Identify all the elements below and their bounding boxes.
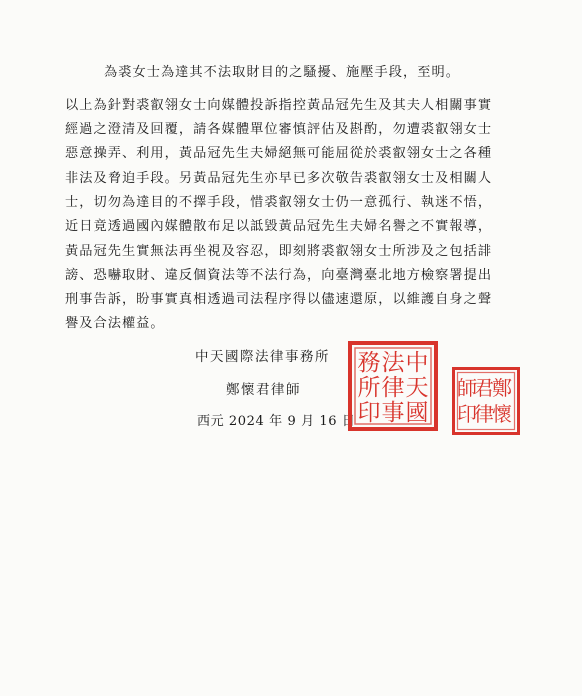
paragraph-line: 非法及脅迫手段。另黃品冠先生亦早已多次敬告裘叡翎女士及相關人 xyxy=(65,171,493,186)
opening-line: 為裘女士為達其不法取財目的之騷擾、施壓手段，至明。 xyxy=(104,65,460,80)
paragraph-line: 譽及合法權益。 xyxy=(65,316,165,331)
svg-text:法: 法 xyxy=(381,350,405,376)
svg-text:律: 律 xyxy=(474,402,494,426)
law-firm-name: 中天國際法律事務所 xyxy=(195,349,330,365)
paragraph-line: 士，切勿為達目的不擇手段，惜裘叡翎女士仍一意孤行、執迷不悟， xyxy=(65,195,493,210)
lawyer-seal xyxy=(451,366,521,436)
svg-text:事: 事 xyxy=(381,400,405,426)
svg-text:律: 律 xyxy=(381,375,405,401)
svg-text:務: 務 xyxy=(357,350,381,376)
svg-text:君: 君 xyxy=(474,376,494,400)
svg-text:中: 中 xyxy=(405,350,429,376)
law-firm-seal xyxy=(347,340,439,432)
svg-text:天: 天 xyxy=(405,375,429,401)
svg-text:國: 國 xyxy=(405,400,429,426)
lawyer-name: 鄭懷君律師 xyxy=(226,382,301,398)
svg-text:印: 印 xyxy=(357,400,381,426)
svg-text:印: 印 xyxy=(457,402,477,426)
paragraph-line: 黃品冠先生實無法再坐視及容忍，即刻將裘叡翎女士所涉及之包括誹 xyxy=(65,244,493,259)
svg-text:所: 所 xyxy=(357,375,381,401)
paragraph-line: 經過之澄清及回覆，請各媒體單位審慎評估及斟酌，勿遭裘叡翎女士 xyxy=(65,122,493,137)
svg-text:鄭: 鄭 xyxy=(492,376,512,400)
paragraph-line: 近日竟透過國內媒體散布足以詆毀黃品冠先生夫婦名譽之不實報導， xyxy=(65,219,493,234)
svg-text:懷: 懷 xyxy=(492,402,512,426)
paragraph-line: 以上為針對裘叡翎女士向媒體投訴指控黃品冠先生及其夫人相關事實 xyxy=(65,98,493,113)
svg-text:師: 師 xyxy=(457,376,477,400)
paragraph-line: 謗、恐嚇取財、違反個資法等不法行為，向臺灣臺北地方檢察署提出 xyxy=(65,268,493,283)
signature-date: 西元 2024 年 9 月 16 日 xyxy=(197,414,356,429)
paragraph-line: 惡意操弄、利用，黃品冠先生夫婦絕無可能屈從於裘叡翎女士之各種 xyxy=(65,146,493,161)
paragraph-line: 刑事告訴，盼事實真相透過司法程序得以儘速還原，以維護自身之聲 xyxy=(65,292,493,307)
